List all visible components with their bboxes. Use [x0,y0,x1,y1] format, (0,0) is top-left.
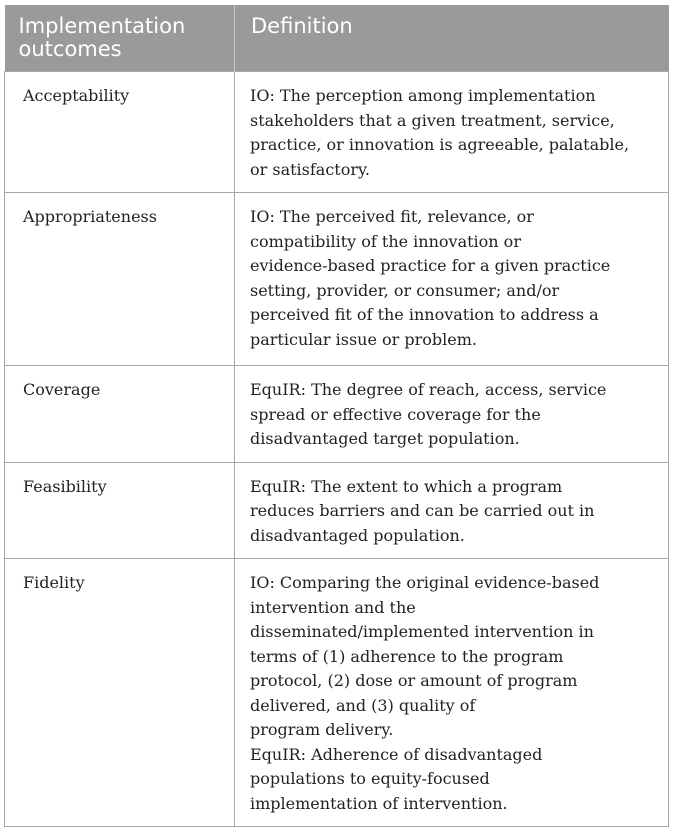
definition-line: particular issue or problem. [250,329,478,349]
definition-line: implementation of intervention. [250,793,508,813]
header-definition: Definition [235,5,669,72]
table-row [5,559,669,827]
definition-line: compatibility of the innovation or [250,231,521,251]
definition-line: IO: The perception among implementation [250,86,596,105]
definition-line: protocol, (2) dose or amount of program [250,671,578,690]
outcome-cell: Acceptability [5,72,235,193]
header-outcome-line: outcomes [18,37,122,61]
header-outcome-line: Implementation [18,14,186,38]
outcome-cell: Feasibility [5,462,235,559]
definition-line: populations to equity-focused [250,769,490,788]
definition-line: terms of (1) adherence to the program [250,646,564,666]
definition-line: perceived fit of the innovation to address a [250,305,599,324]
definition-line: practice, or innovation is agreeable, palatable, [250,135,630,154]
definition-line: EquIR: The degree of reach, access, service [250,380,607,399]
header-implementation-outcomes [5,5,235,72]
implementation-outcomes-table [4,5,669,827]
definition-line: delivered, and (3) quality of [250,695,476,715]
table-row [5,366,669,463]
outcome-cell: Appropriateness [5,193,235,366]
definition-cell [235,462,669,559]
definition-line: IO: Comparing the original evidence-based [250,573,600,592]
definition-line: setting, provider, or consumer; and/or [250,280,560,300]
definition-cell [235,193,669,366]
definition-line: intervention and the [250,597,416,617]
table-row [5,72,669,193]
outcome-cell: Fidelity [5,559,235,827]
definition-line: or satisfactory. [250,159,371,179]
definition-line: disadvantaged target population. [250,429,520,448]
table-row [5,462,669,559]
outcome-cell: Coverage [5,366,235,463]
definition-line: program delivery. [250,720,394,739]
definition-cell [235,559,669,827]
definition-line: IO: The perceived fit, relevance, or [250,207,534,226]
definition-cell [235,72,669,193]
definition-line: disadvantaged population. [250,525,465,545]
definition-line: EquIR: Adherence of disadvantaged [250,744,543,764]
definition-line: reduces barriers and can be carried out in [250,501,595,520]
table-header-row [5,5,669,72]
outcomes-table-container [4,5,668,827]
table-row [5,193,669,366]
definition-line: evidence-based practice for a given practice [250,256,611,275]
definition-line: EquIR: The extent to which a program [250,476,563,496]
definition-line: disseminated/implemented intervention in [250,622,594,641]
definition-line: stakeholders that a given treatment, service, [250,110,615,130]
definition-cell [235,366,669,463]
definition-line: spread or effective coverage for the [250,404,541,424]
